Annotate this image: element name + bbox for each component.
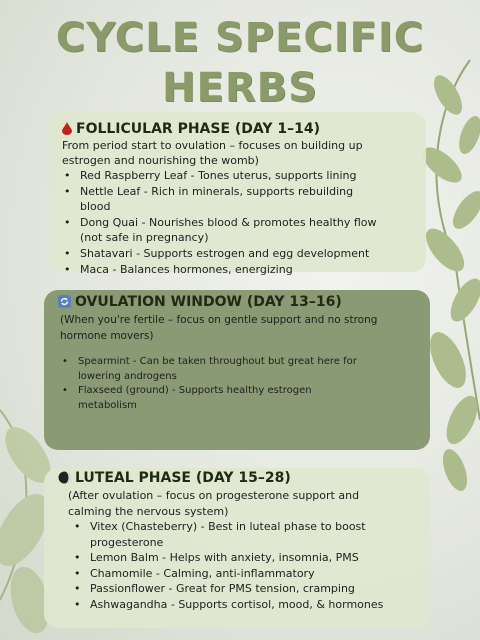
list-item: • Spearmint - Can be taken throughout but great here for lowering androgens xyxy=(62,356,357,382)
follicular-phase-description: From period start to ovulation – focuses on building up estrogen and nourishing the womb) xyxy=(62,139,363,167)
moon-icon xyxy=(58,471,71,488)
list-item: • Shatavari - Supports estrogen and egg development xyxy=(64,246,370,260)
list-item: • Dong Quai - Nourishes blood & promotes healthy flow (not safe in pregnancy) xyxy=(64,215,377,245)
list-item: • Chamomile - Calming, anti-inflammatory xyxy=(74,566,315,580)
follicular-herb-list xyxy=(62,168,377,277)
list-item: • Lemon Balm - Helps with anxiety, insomnia, PMS xyxy=(74,551,359,564)
list-item: • Ashwagandha - Supports cortisol, mood, & hormones xyxy=(74,597,384,611)
ovulation-herb-list xyxy=(60,355,357,413)
list-item: • Vitex (Chasteberry) - Best in luteal phase to boost progesterone xyxy=(74,520,366,549)
luteal-phase-heading: LUTEAL PHASE (DAY 15–28) xyxy=(58,470,291,488)
list-item: • Maca - Balances hormones, energizing xyxy=(64,262,293,276)
page-title-line-2: HERBS xyxy=(162,65,318,111)
ovulation-window-description: (When you're fertile – focus on gentle support and no strong hormone movers) xyxy=(60,314,378,342)
ovulation-window-heading: OVULATION WINDOW (DAY 13–16) xyxy=(58,294,342,312)
cycle-arrows-icon xyxy=(58,295,71,312)
luteal-herb-list xyxy=(72,519,383,612)
luteal-phase-description: (After ovulation – focus on progesterone support and calming the nervous system) xyxy=(68,489,360,518)
list-item: • Nettle Leaf - Rich in minerals, supports rebuilding blood xyxy=(64,184,354,214)
list-item: • Flaxseed (ground) - Supports healthy estrogen metabolism xyxy=(62,385,312,411)
page-title-line-1: CYCLE SPECIFIC xyxy=(55,15,425,61)
follicular-phase-heading: FOLLICULAR PHASE (DAY 1–14) xyxy=(62,121,320,139)
list-item: • Passionflower - Great for PMS tension, cramping xyxy=(74,582,355,595)
list-item: • Red Raspberry Leaf - Tones uterus, supports lining xyxy=(64,169,357,182)
blood-drop-icon xyxy=(62,122,72,139)
